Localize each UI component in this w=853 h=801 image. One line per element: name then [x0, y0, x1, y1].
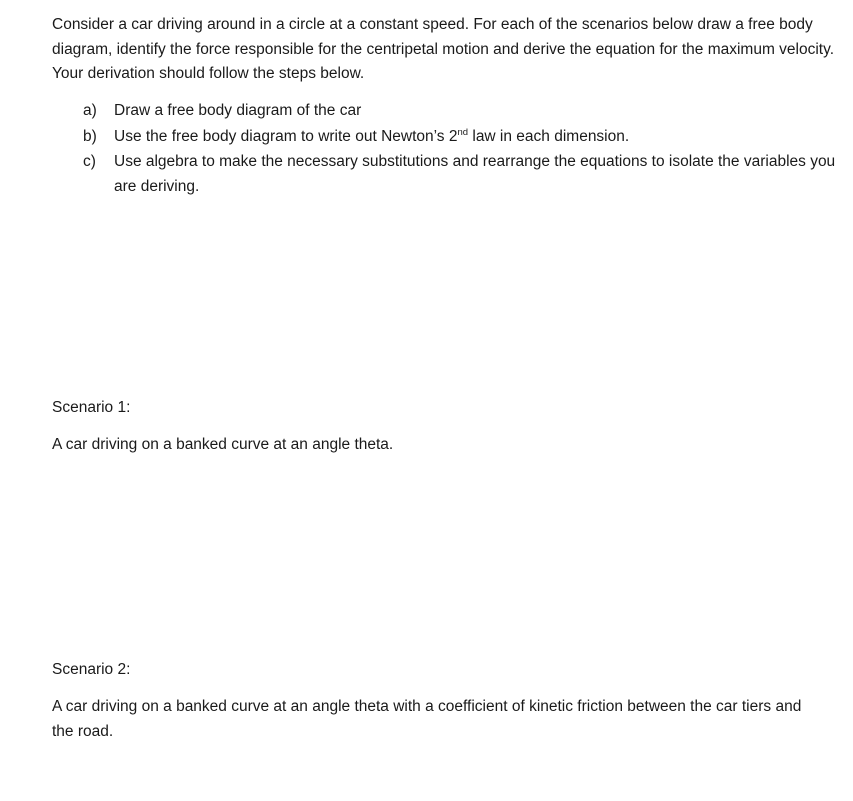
scenario-1-label: Scenario 1:: [52, 399, 131, 416]
scenario-1-description: A car driving on a banked curve at an angle theta.: [52, 436, 394, 453]
step-marker: b): [83, 127, 97, 145]
step-text-before: Use the free body diagram to write out Newton’s 2: [114, 127, 458, 145]
step-text: Draw a free body diagram of the car: [114, 102, 362, 119]
scenario-2-description: A car driving on a banked curve at an angle theta with a coefficient of kinetic friction between the car tiers and the road.: [52, 698, 802, 740]
step-marker: c): [83, 153, 96, 170]
step-item-a: [52, 99, 837, 124]
step-item-c: [52, 150, 837, 199]
derivation-steps-list: [52, 99, 837, 200]
step-text: Use algebra to make the necessary substitutions and rearrange the equations to isolate the variables you are deriving.: [114, 153, 836, 195]
intro-paragraph: Consider a car driving around in a circle at a constant speed. For each of the scenarios below draw a free body diagram, identify the force responsible for the centripetal motion and derive the equation for the maximum velocity. Your derivation should follow the steps below.: [52, 16, 835, 82]
step-text-after: law in each dimension.: [468, 127, 630, 145]
step-item-b: [52, 125, 837, 150]
scenario-2-label: Scenario 2:: [52, 661, 131, 678]
step-marker: a): [83, 102, 97, 119]
ordinal-superscript: nd: [457, 126, 469, 138]
step-text: [114, 128, 629, 145]
